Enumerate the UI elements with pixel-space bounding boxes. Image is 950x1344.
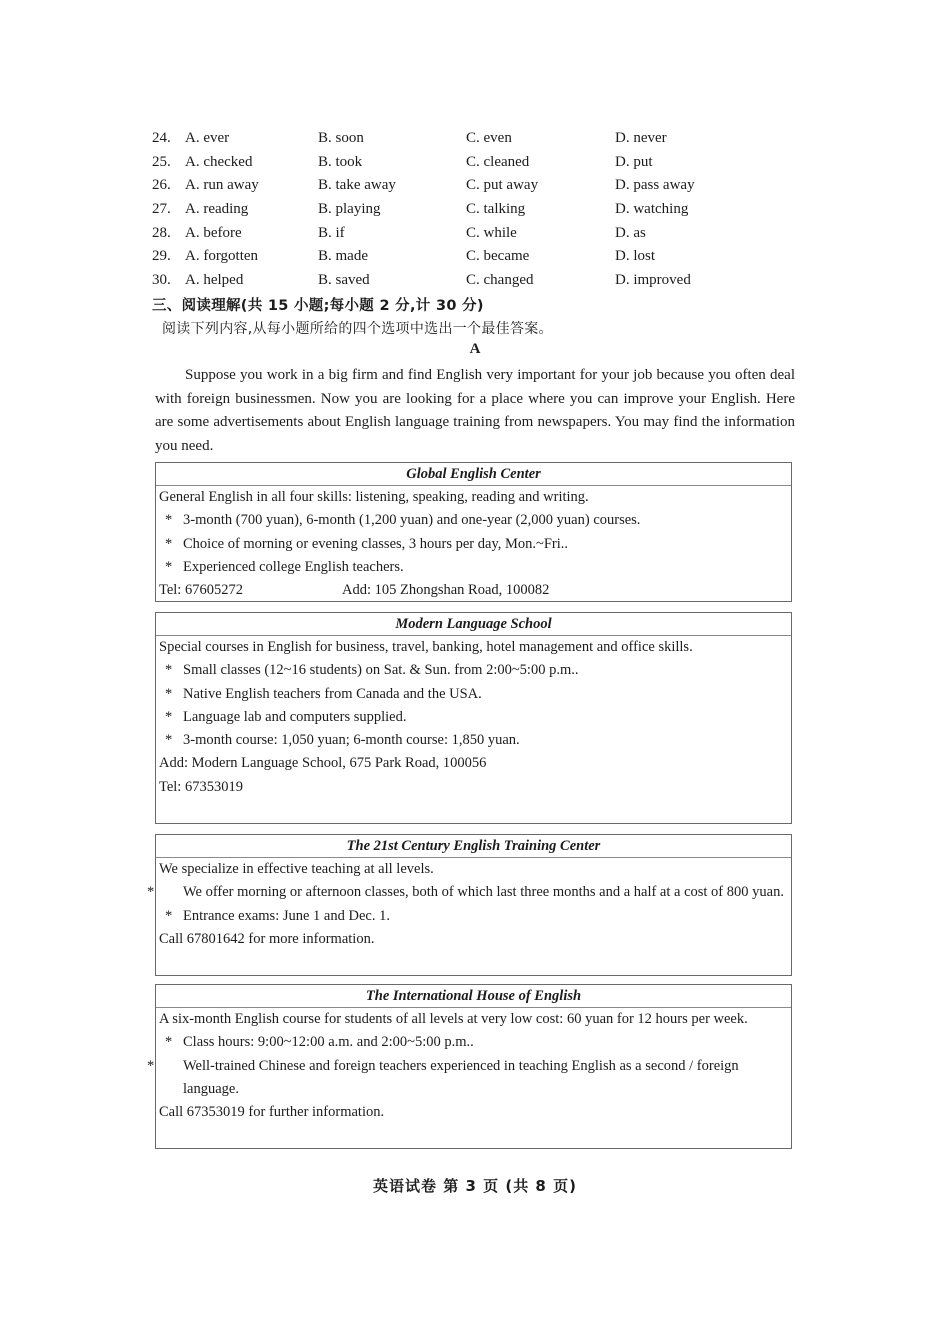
bullet-star-icon: * [165, 708, 173, 725]
bullet-text: 3-month course: 1,050 yuan; 6-month course: 1,850 yuan. [183, 732, 520, 749]
bullet-star-icon: * [165, 732, 173, 749]
question-number: 30. [152, 272, 171, 289]
ad-call: Call 67353019 for further information. [159, 1104, 385, 1121]
ad-bullet [159, 509, 789, 532]
bullet-text: Native English teachers from Canada and the USA. [183, 685, 482, 702]
option-c: C. even [466, 130, 512, 146]
ad-description: We specialize in effective teaching at all levels. [159, 861, 434, 877]
option-d: D. lost [615, 248, 656, 265]
ad-description: Special courses in English for business, travel, banking, hotel management and office skills. [159, 639, 693, 655]
option-b: B. playing [318, 201, 381, 218]
option-a: A. reading [185, 201, 249, 218]
option-a: A. forgotten [185, 248, 259, 265]
bullet-text: Experienced college English teachers. [183, 558, 404, 575]
option-b: B. made [318, 248, 368, 265]
option-d: D. put [615, 153, 653, 170]
option-b: B. if [318, 224, 345, 241]
ad-title: Modern Language School [156, 613, 791, 636]
option-d: D. improved [615, 272, 691, 289]
ad-bullet [159, 905, 789, 928]
option-c: C. became [466, 248, 530, 265]
question-number: 29. [152, 248, 171, 265]
question-options-row [152, 269, 772, 293]
bullet-text: 3-month (700 yuan), 6-month (1,200 yuan) and one-year (2,000 yuan) courses. [183, 512, 641, 529]
ad-title: The 21st Century English Training Center [156, 835, 791, 858]
question-options-row [152, 151, 772, 175]
bullet-star-icon: * [165, 558, 173, 575]
ad-modern-language-school [155, 612, 792, 824]
ad-description: General English in all four skills: listening, speaking, reading and writing. [159, 489, 589, 505]
option-d: D. watching [615, 201, 689, 218]
ad-bullet [159, 533, 789, 556]
ad-address: Add: Modern Language School, 675 Park Road, 100056 [159, 755, 487, 772]
ad-title: The International House of English [156, 985, 791, 1008]
ad-bullet [159, 659, 789, 682]
ad-bullet [159, 706, 789, 729]
option-b: B. soon [318, 130, 364, 146]
bullet-star-icon: * [165, 662, 173, 679]
passage-label: A [469, 341, 481, 357]
option-b: B. take away [318, 177, 396, 194]
bullet-star-icon: * [147, 1057, 155, 1074]
option-d: D. never [615, 130, 667, 146]
option-c: C. put away [466, 177, 539, 194]
option-d: D. as [615, 224, 646, 241]
option-a: A. before [185, 224, 242, 241]
question-options-row [152, 245, 772, 269]
ad-title: Global English Center [156, 463, 791, 486]
option-c: C. changed [466, 272, 534, 289]
option-c: C. cleaned [466, 153, 530, 170]
option-d: D. pass away [615, 177, 695, 194]
ad-tel: Tel: 67605272 [159, 582, 243, 599]
bullet-star-icon: * [147, 884, 155, 901]
question-options-row [152, 222, 772, 246]
question-options-row [152, 127, 772, 151]
ad-global-english-center [155, 462, 792, 602]
bullet-text: We offer morning or afternoon classes, both of which last three months and a half at a cost of 800 yuan. [183, 884, 784, 901]
question-number: 24. [152, 130, 171, 146]
ad-international-house [147, 984, 792, 1149]
question-options-row [152, 174, 772, 198]
bullet-text: Entrance exams: June 1 and Dec. 1. [183, 907, 390, 924]
page-footer: 英语试卷 第 3 页 (共 8 页) [373, 1177, 577, 1195]
ad-bullet [147, 881, 789, 904]
ad-bullet [159, 1031, 789, 1054]
bullet-star-icon: * [165, 685, 173, 702]
ad-bullet [147, 1055, 789, 1102]
bullet-text: Small classes (12~16 students) on Sat. & Sun. from 2:00~5:00 p.m.. [183, 662, 579, 679]
option-a: A. checked [185, 153, 253, 170]
option-b: B. took [318, 153, 363, 170]
ad-tel: Tel: 67353019 [159, 778, 243, 795]
question-options-row [152, 198, 772, 222]
option-a: A. ever [185, 130, 230, 146]
question-number: 28. [152, 224, 171, 241]
ad-21st-century-center [147, 834, 792, 976]
section-instruction: 阅读下列内容,从每小题所给的四个选项中选出一个最佳答案。 [162, 321, 553, 337]
option-a: A. helped [185, 272, 244, 289]
ad-address: Add: 105 Zhongshan Road, 100082 [342, 582, 550, 599]
bullet-text: Language lab and computers supplied. [183, 708, 407, 725]
ad-call: Call 67801642 for more information. [159, 930, 375, 947]
passage-intro: Suppose you work in a big firm and find English very important for your job because you often deal with foreign businessmen. Now you are looking for a place where you can improve your English. Here are some advertisements about English language training from newspapers. You may find the information you need. [155, 367, 795, 454]
bullet-star-icon: * [165, 1034, 173, 1051]
ad-contact [159, 579, 789, 602]
question-number: 27. [152, 201, 171, 218]
option-c: C. talking [466, 201, 526, 218]
option-b: B. saved [318, 272, 370, 289]
option-a: A. run away [185, 177, 259, 194]
bullet-star-icon: * [165, 907, 173, 924]
ad-bullet [159, 683, 789, 706]
bullet-star-icon: * [165, 512, 173, 529]
bullet-text: Class hours: 9:00~12:00 a.m. and 2:00~5:00 p.m.. [183, 1034, 474, 1051]
ad-bullet [159, 556, 789, 579]
option-c: C. while [466, 224, 517, 241]
question-number: 26. [152, 177, 171, 194]
options-list [152, 127, 772, 293]
bullet-text: Well-trained Chinese and foreign teachers experienced in teaching English as a second / foreign language. [183, 1057, 739, 1097]
section-heading: 三、阅读理解(共 15 小题;每小题 2 分,计 30 分) [152, 298, 484, 314]
ad-bullet [159, 729, 789, 752]
ad-description: A six-month English course for students of all levels at very low cost: 60 yuan for 12 hours per week. [159, 1011, 748, 1027]
question-number: 25. [152, 153, 171, 170]
bullet-star-icon: * [165, 535, 173, 552]
bullet-text: Choice of morning or evening classes, 3 hours per day, Mon.~Fri.. [183, 535, 569, 552]
